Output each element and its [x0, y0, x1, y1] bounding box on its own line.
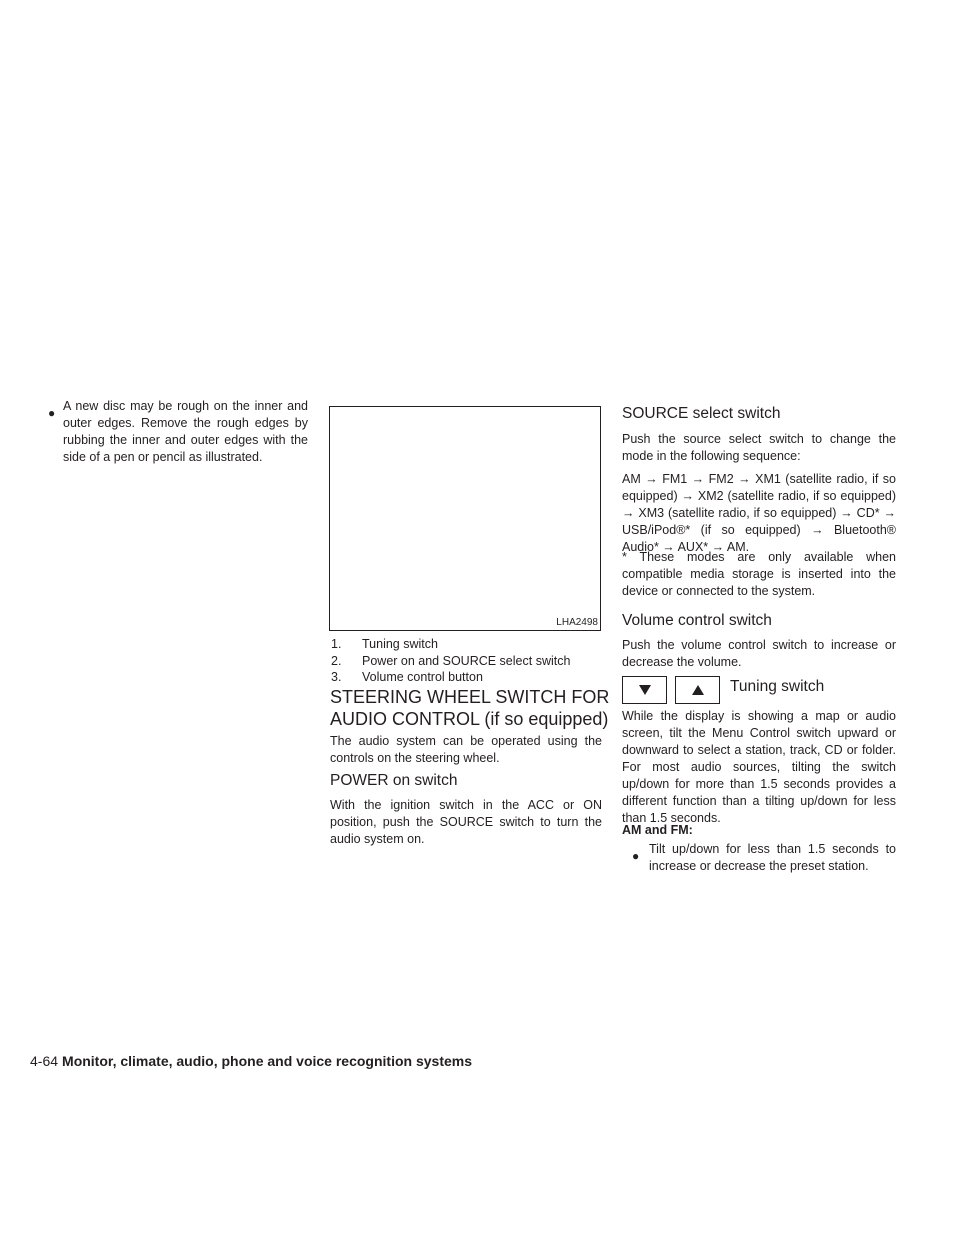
legend-text: Power on and SOURCE select switch [362, 653, 571, 668]
steering-wheel-switch-illustration [329, 406, 601, 631]
section-heading-line2: AUDIO CONTROL (if so equipped) [330, 709, 609, 729]
source-heading: SOURCE select switch [622, 405, 781, 422]
triangle-down-icon [638, 684, 652, 696]
legend-number: 3. [331, 670, 342, 684]
volume-text: Push the volume control switch to increase or decrease the volume. [622, 638, 896, 669]
source-note: * These modes are only available when compatible media storage is inserted into the device or connected to the system. [622, 550, 896, 598]
chapter-title: Monitor, climate, audio, phone and voice recognition systems [62, 1053, 472, 1069]
legend-text: Tuning switch [362, 637, 438, 651]
tune-down-key [622, 676, 667, 704]
section-intro: The audio system can be operated using the controls on the steering wheel. [330, 734, 602, 765]
legend-number: 2. [331, 653, 342, 668]
bullet-icon: ● [632, 849, 640, 863]
page-footer [30, 1052, 472, 1070]
legend-text: Volume control button [362, 670, 483, 684]
tuning-text: While the display is showing a map or audio screen, tilt the Menu Control switch upward or downward to select a station, track, CD or folder. For most audio sources, tilting the switch up/down for more than 1.5 seconds provides a different function than a tilting up/down for less than 1.5 seconds. [622, 709, 896, 825]
disc-edge-tip: A new disc may be rough on the inner and outer edges. Remove the rough edges by rubbing the inner and outer edges with the side of a pen or pencil as illustrated. [63, 399, 308, 464]
tuning-heading: Tuning switch [730, 678, 825, 695]
section-heading-line1: STEERING WHEEL SWITCH FOR [330, 687, 610, 707]
power-text: With the ignition switch in the ACC or ON position, push the SOURCE switch to turn the audio system on. [330, 798, 602, 846]
source-text: Push the source select switch to change the mode in the following sequence: [622, 432, 896, 463]
bullet-icon: ● [48, 406, 56, 420]
tune-up-key [675, 676, 720, 704]
volume-heading: Volume control switch [622, 612, 772, 629]
legend-number: 1. [331, 637, 342, 651]
am-fm-label: AM and FM: [622, 823, 693, 837]
source-sequence: AM → FM1 → FM2 → XM1 (satellite radio, if so equipped) → XM2 (satellite radio, if so equipped) → XM3 (satellite radio, if so equipped) → CD* → USB/iPod®* (if so equipped) → Bluetooth® Audio* → AUX* → AM. [622, 472, 896, 554]
page-number: 4-64 [30, 1053, 59, 1069]
am-fm-bullet-text: Tilt up/down for less than 1.5 seconds to increase or decrease the preset station. [649, 842, 896, 873]
triangle-up-icon [691, 684, 705, 696]
figure-code: LHA2498 [556, 617, 598, 628]
power-heading: POWER on switch [330, 772, 458, 789]
